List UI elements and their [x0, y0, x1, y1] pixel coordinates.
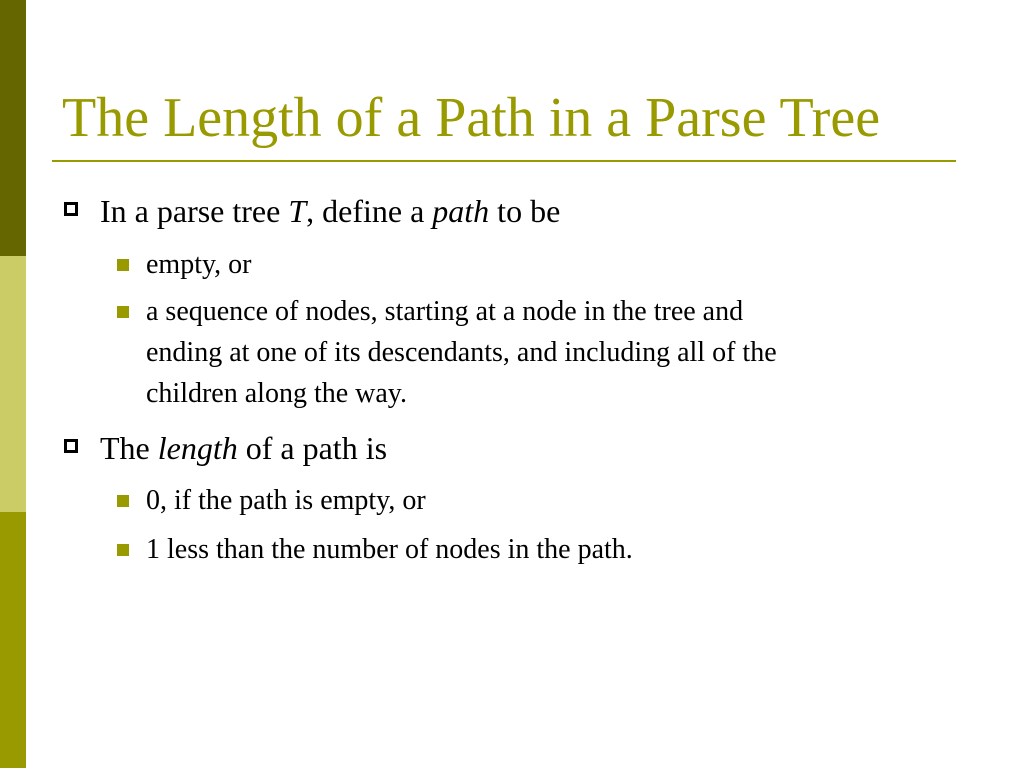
sub-bullet-zero: [146, 480, 946, 521]
bullet-text-part: of a path is: [237, 430, 388, 466]
bullet-text-part: , define a: [306, 193, 433, 229]
bullet-text-part: to be: [489, 193, 561, 229]
hollow-square-icon: [64, 439, 78, 453]
sub-bullet-line: children along the way.: [146, 378, 407, 409]
slide-title: The Length of a Path in a Parse Tree: [62, 87, 881, 149]
sub-bullet-empty: [146, 244, 946, 285]
sub-bullet-line: a sequence of nodes, starting at a node in the tree and: [146, 296, 744, 327]
filled-square-icon: [117, 544, 129, 556]
sub-bullet-one-less: [146, 529, 946, 570]
sub-bullet-sequence: [146, 291, 946, 414]
bullet-text-emphasis: T: [288, 193, 307, 229]
sub-bullet-line: 0, if the path is empty, or: [146, 485, 426, 516]
bullet-text-part: In a parse tree: [100, 193, 289, 229]
bullet-path-definition: [100, 191, 560, 231]
bullet-length-definition: [100, 428, 387, 468]
sub-bullet-line: empty, or: [146, 249, 252, 280]
filled-square-icon: [117, 495, 129, 507]
filled-square-icon: [117, 259, 129, 271]
bullet-text-emphasis: length: [157, 430, 238, 466]
hollow-square-icon: [64, 202, 78, 216]
sub-bullet-line: 1 less than the number of nodes in the path.: [146, 534, 633, 565]
filled-square-icon: [117, 306, 129, 318]
bullet-text-emphasis: path: [432, 193, 490, 229]
bullet-text-part: The: [100, 430, 158, 466]
sub-bullet-line: ending at one of its descendants, and including all of the: [146, 337, 777, 368]
